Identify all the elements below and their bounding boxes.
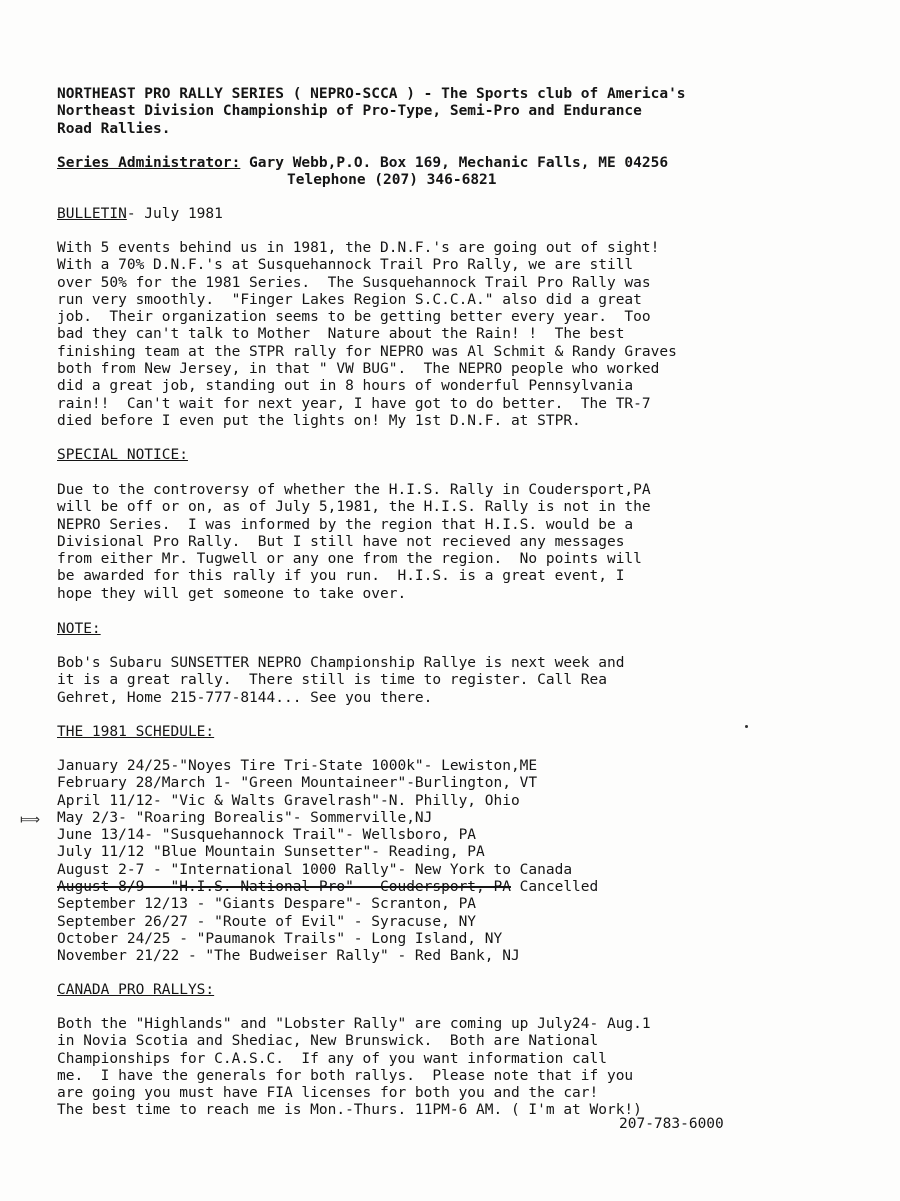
note-text bbox=[57, 655, 857, 707]
schedule-item: September 26/27 - "Route of Evil" - Syracuse, NY bbox=[57, 913, 477, 930]
admin-label: Series Administrator: bbox=[57, 155, 241, 171]
schedule-list bbox=[57, 758, 857, 966]
paragraph-line: With a 70% D.N.F.'s at Susquehannock Trail Pro Rally, we are still bbox=[57, 257, 634, 274]
admin-address: Gary Webb,P.O. Box 169, Mechanic Falls, ME 04256 bbox=[240, 155, 669, 171]
note-line: Bob's Subaru SUNSETTER NEPRO Championship Rallye is next week and bbox=[57, 655, 625, 671]
notice-line: will be off or on, as of July 5,1981, the H.I.S. Rally is not in the bbox=[57, 499, 651, 516]
note-line: it is a great rally. There still is time to register. Call Rea bbox=[57, 672, 607, 689]
notice-line: Due to the controversy of whether the H.I.S. Rally in Coudersport,PA bbox=[57, 482, 651, 498]
bulletin-heading bbox=[57, 206, 223, 222]
schedule-item-cancelled bbox=[57, 879, 857, 896]
special-notice-text bbox=[57, 482, 857, 603]
canada-text bbox=[57, 1016, 857, 1120]
intro-line: NORTHEAST PRO RALLY SERIES ( NEPRO-SCCA ) - The Sports club of America's bbox=[57, 86, 686, 102]
schedule-heading: THE 1981 SCHEDULE: bbox=[57, 724, 215, 740]
schedule-item: October 24/25 - "Paumanok Trails" - Long Island, NY bbox=[57, 930, 503, 947]
paragraph-line: both from New Jersey, in that " VW BUG". The NEPRO people who worked bbox=[57, 361, 660, 378]
stray-mark bbox=[745, 725, 748, 728]
cancelled-event: August 8/9---"H.I.S.-National Pro"---Coudersport, PA bbox=[57, 879, 511, 896]
paragraph-line: over 50% for the 1981 Series. The Susquehannock Trail Pro Rally was bbox=[57, 274, 651, 291]
paragraph-line: With 5 events behind us in 1981, the D.N.F.'s are going out of sight! bbox=[57, 240, 660, 256]
canada-line: The best time to reach me is Mon.-Thurs. 11PM-6 AM. ( I'm at Work!) bbox=[57, 1102, 642, 1119]
intro-block bbox=[57, 86, 857, 138]
schedule-item: May 2/3- "Roaring Borealis"- Sommerville,NJ bbox=[57, 809, 433, 826]
admin-phone: Telephone (207) 346-6821 bbox=[287, 172, 497, 188]
canada-phone: 207-783-6000 bbox=[619, 1116, 724, 1132]
schedule-item: April 11/12- "Vic & Walts Gravelrash"-N. Philly, Ohio bbox=[57, 792, 520, 809]
cancelled-label: Cancelled bbox=[510, 879, 599, 896]
notice-line: NEPRO Series. I was informed by the region that H.I.S. would be a bbox=[57, 516, 634, 533]
paragraph-line: bad they can't talk to Mother Nature about the Rain! ! The best bbox=[57, 326, 625, 343]
intro-line: Road Rallies. bbox=[57, 120, 171, 137]
notice-line: from either Mr. Tugwell or any one from the region. No points will bbox=[57, 551, 642, 568]
intro-line: Northeast Division Championship of Pro-Type, Semi-Pro and Endurance bbox=[57, 103, 642, 120]
note-heading: NOTE: bbox=[57, 621, 101, 637]
bulletin-paragraph bbox=[57, 240, 857, 430]
canada-line: in Novia Scotia and Shediac, New Brunswick. Both are National bbox=[57, 1033, 599, 1050]
schedule-item: November 21/22 - "The Budweiser Rally" - Red Bank, NJ bbox=[57, 948, 520, 965]
admin-line bbox=[57, 155, 668, 171]
schedule-item: June 13/14- "Susquehannock Trail"- Wellsboro, PA bbox=[57, 827, 477, 844]
canada-line: are going you must have FIA licenses for both you and the car! bbox=[57, 1085, 599, 1102]
special-notice-heading: SPECIAL NOTICE: bbox=[57, 447, 188, 463]
note-line: Gehret, Home 215-777-8144... See you there. bbox=[57, 689, 433, 706]
canada-heading: CANADA PRO RALLYS: bbox=[57, 982, 215, 998]
notice-line: be awarded for this rally if you run. H.I.S. is a great event, I bbox=[57, 568, 625, 585]
paragraph-line: finishing team at the STPR rally for NEPRO was Al Schmit & Randy Graves bbox=[57, 343, 677, 360]
paragraph-line: did a great job, standing out in 8 hours of wonderful Pennsylvania bbox=[57, 378, 634, 395]
schedule-item: August 2-7 - "International 1000 Rally"- New York to Canada bbox=[57, 861, 573, 878]
schedule-item: February 28/March 1- "Green Mountaineer"-Burlington, VT bbox=[57, 775, 538, 792]
canada-line: me. I have the generals for both rallys. Please note that if you bbox=[57, 1067, 634, 1084]
paragraph-line: rain!! Can't wait for next year, I have got to do better. The TR-7 bbox=[57, 395, 651, 412]
schedule-item: January 24/25-"Noyes Tire Tri-State 1000k"- Lewiston,ME bbox=[57, 758, 538, 774]
notice-line: Divisional Pro Rally. But I still have not recieved any messages bbox=[57, 533, 625, 550]
canada-line: Both the "Highlands" and "Lobster Rally" are coming up July24- Aug.1 bbox=[57, 1016, 651, 1032]
schedule-item: September 12/13 - "Giants Despare"- Scranton, PA bbox=[57, 896, 477, 913]
bulletin-label: BULLETIN bbox=[57, 206, 127, 222]
bulletin-date: - July 1981 bbox=[126, 206, 223, 222]
margin-arrow-mark: ⟾ bbox=[20, 812, 41, 828]
paragraph-line: died before I even put the lights on! My 1st D.N.F. at STPR. bbox=[57, 412, 581, 429]
canada-line: Championships for C.A.S.C. If any of you want information call bbox=[57, 1050, 607, 1067]
paragraph-line: job. Their organization seems to be getting better every year. Too bbox=[57, 309, 651, 326]
schedule-item: July 11/12 "Blue Mountain Sunsetter"- Reading, PA bbox=[57, 844, 485, 861]
notice-line: hope they will get someone to take over. bbox=[57, 585, 407, 602]
paragraph-line: run very smoothly. "Finger Lakes Region S.C.C.A." also did a great bbox=[57, 291, 642, 308]
